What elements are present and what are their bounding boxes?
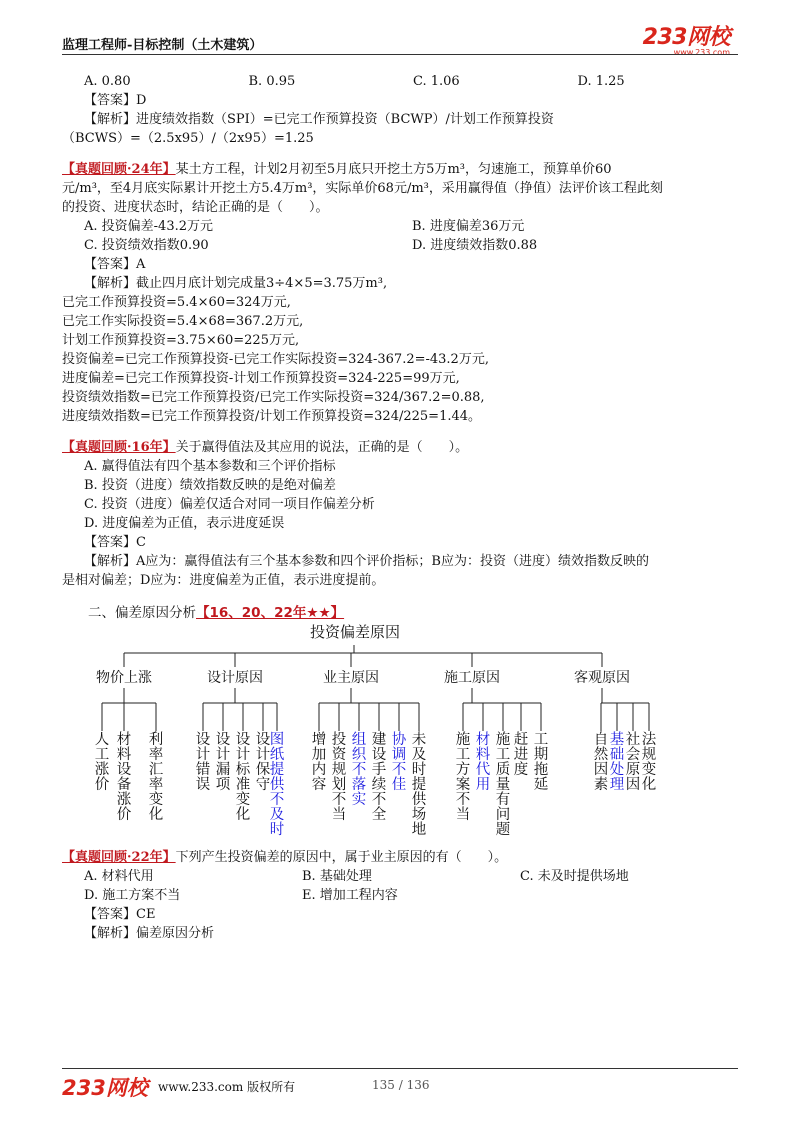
q4-option-c: C. 未及时提供场地 <box>520 869 629 884</box>
tree-leaf: 建设手续不全 <box>371 732 387 823</box>
q4-option-a: A. 材料代用 <box>84 869 154 884</box>
q4-answer: 【答案】CE <box>84 907 156 922</box>
tree-leaf: 法规变化 <box>641 732 657 793</box>
tree-category: 施工原因 <box>444 670 500 686</box>
tree-leaf: 施工方案不当 <box>455 732 471 823</box>
q4-option-b: B. 基础处理 <box>302 869 372 884</box>
q2-stem-line: 的投资、进度状态时，结论正确的是（ ）。 <box>62 200 329 215</box>
tree-leaf: 设计漏项 <box>215 732 231 793</box>
q3-analysis-line: 【解析】A应为：赢得值法有三个基本参数和四个评价指标；B应为：投资（进度）绩效指数反映的 <box>84 554 649 569</box>
q3-stem-line <box>62 438 742 457</box>
q1-analysis-line: 【解析】进度绩效指数（SPI）=已完工作预算投资（BCWP）/计划工作预算投资 <box>84 112 554 127</box>
footer-logo: 233网校 <box>62 1076 148 1100</box>
page-content <box>62 72 742 943</box>
q2-options-row <box>62 236 742 255</box>
tree-leaf: 增加内容 <box>311 732 327 793</box>
tree-leaf: 图纸提供不及时 <box>269 732 285 838</box>
q4-stem-line <box>62 848 742 867</box>
tree-leaf: 材料代用 <box>475 732 491 793</box>
tree-leaf: 人工涨价 <box>94 732 110 793</box>
q3-tag: 【真题回顾·16年】 <box>62 440 176 455</box>
tree-category: 业主原因 <box>323 670 379 686</box>
tree-leaf: 设计错误 <box>195 732 211 793</box>
tree-leaf: 社会原因 <box>625 732 641 793</box>
q4-tag: 【真题回顾·22年】 <box>62 850 176 865</box>
q2-analysis-line: 投资偏差=已完工作预算投资-已完工作实际投资=324-367.2=-43.2万元, <box>62 352 489 367</box>
logo-url: www.233.com <box>673 48 730 57</box>
q3-option-b: B. 投资（进度）绩效指数反映的是绝对偏差 <box>84 478 336 493</box>
section-heading <box>62 604 742 623</box>
tree-leaf: 投资规划不当 <box>331 732 347 823</box>
q2-analysis-line: 【解析】截止四月底计划完成量3÷4×5=3.75万m³, <box>84 276 388 291</box>
tree-leaf: 材料设备涨价 <box>116 732 132 823</box>
q1-option-d: D. 1.25 <box>577 74 625 89</box>
q2-analysis-line: 投资绩效指数=已完工作预算投资/已完工作实际投资=324/367.2=0.88, <box>62 390 485 405</box>
header-divider <box>62 54 738 55</box>
q2-stem-line <box>62 160 742 179</box>
tree-leaf: 赶进度 <box>513 732 529 778</box>
q2-analysis-line: 已完工作实际投资=5.4×68=367.2万元, <box>62 314 304 329</box>
q4-options-row <box>62 867 742 886</box>
tree-leaf: 工期拖延 <box>533 732 549 793</box>
section-tag: 【16、20、22年★★】 <box>196 605 345 621</box>
tree-leaf: 组织不落实 <box>351 732 367 808</box>
q1-option-b: B. 0.95 <box>248 74 296 89</box>
q2-option-b: B. 进度偏差36万元 <box>412 219 525 234</box>
q1-option-c: C. 1.06 <box>413 74 460 89</box>
tree-category: 客观原因 <box>574 670 630 686</box>
section-title: 二、偏差原因分析 <box>88 605 196 621</box>
tree-leaf: 设计标准变化 <box>235 732 251 823</box>
q2-analysis-line: 进度绩效指数=已完工作预算投资/计划工作预算投资=324/225=1.44。 <box>62 409 482 424</box>
tree-leaf: 自然因素 <box>593 732 609 793</box>
q3-option-a: A. 赢得值法有四个基本参数和三个评价指标 <box>84 459 336 474</box>
q2-options-row <box>62 217 742 236</box>
header-title: 监理工程师-目标控制（土木建筑） <box>62 38 263 53</box>
tree-leaf: 设计保守 <box>255 732 271 793</box>
q1-option-a: A. 0.80 <box>84 74 131 89</box>
q2-analysis-line: 已完工作预算投资=5.4×60=324万元, <box>62 295 291 310</box>
q1-options <box>62 72 742 91</box>
q2-answer: 【答案】A <box>84 257 146 272</box>
page-number: 135 / 136 <box>372 1078 430 1092</box>
q3-option-d: D. 进度偏差为正值，表示进度延误 <box>84 516 285 531</box>
q4-analysis: 【解析】偏差原因分析 <box>84 926 215 941</box>
q4-stem-text: 下列产生投资偏差的原因中，属于业主原因的有（ ）。 <box>175 850 508 865</box>
q3-answer: 【答案】C <box>84 535 146 550</box>
tree-category: 设计原因 <box>207 670 263 686</box>
q2-analysis-line: 计划工作预算投资=3.75×60=225万元, <box>62 333 300 348</box>
q4-option-e: E. 增加工程内容 <box>302 888 398 903</box>
q2-tag: 【真题回顾·24年】 <box>62 162 176 177</box>
q4-option-d: D. 施工方案不当 <box>84 888 181 903</box>
q2-option-a: A. 投资偏差-43.2万元 <box>84 219 213 234</box>
tree-leaf: 未及时提供场地 <box>411 732 427 838</box>
q2-stem-text: 某土方工程，计划2月初至5月底只开挖土方5万m³，匀速施工，预算单价60 <box>175 162 612 177</box>
tree-leaf: 施工质量有问题 <box>495 732 511 838</box>
q4-options-row <box>62 886 742 905</box>
logo-text: 233网校 <box>642 25 730 50</box>
tree-root: 投资偏差原因 <box>310 623 401 641</box>
q2-stem-line: 元/m³，至4月底实际累计开挖土方5.4万m³，实际单价68元/m³，采用赢得值（挣值）法评价该工程此刻 <box>62 181 663 196</box>
q3-stem-text: 关于赢得值法及其应用的说法，正确的是（ ）。 <box>175 440 469 455</box>
tree-leaf: 协调不佳 <box>391 732 407 793</box>
footer-copyright: www.233.com 版权所有 <box>158 1080 296 1094</box>
footer-divider <box>62 1068 738 1069</box>
q3-option-c: C. 投资（进度）偏差仅适合对同一项目作偏差分析 <box>84 497 375 512</box>
q2-analysis-line: 进度偏差=已完工作预算投资-计划工作预算投资=324-225=99万元, <box>62 371 460 386</box>
cause-tree-diagram <box>62 623 742 848</box>
q3-analysis-line: 是相对偏差；D应为：进度偏差为正值，表示进度提前。 <box>62 573 385 588</box>
q1-answer: 【答案】D <box>84 93 147 108</box>
brand-logo <box>643 20 730 57</box>
tree-leaf: 基础处理 <box>609 732 625 793</box>
q2-option-d: D. 进度绩效指数0.88 <box>412 238 538 253</box>
q2-option-c: C. 投资绩效指数0.90 <box>84 238 209 253</box>
tree-category: 物价上涨 <box>96 670 152 686</box>
tree-leaf: 利率汇率变化 <box>148 732 164 823</box>
q1-analysis-line: （BCWS）=（2.5x95）/（2x95）=1.25 <box>62 131 314 146</box>
